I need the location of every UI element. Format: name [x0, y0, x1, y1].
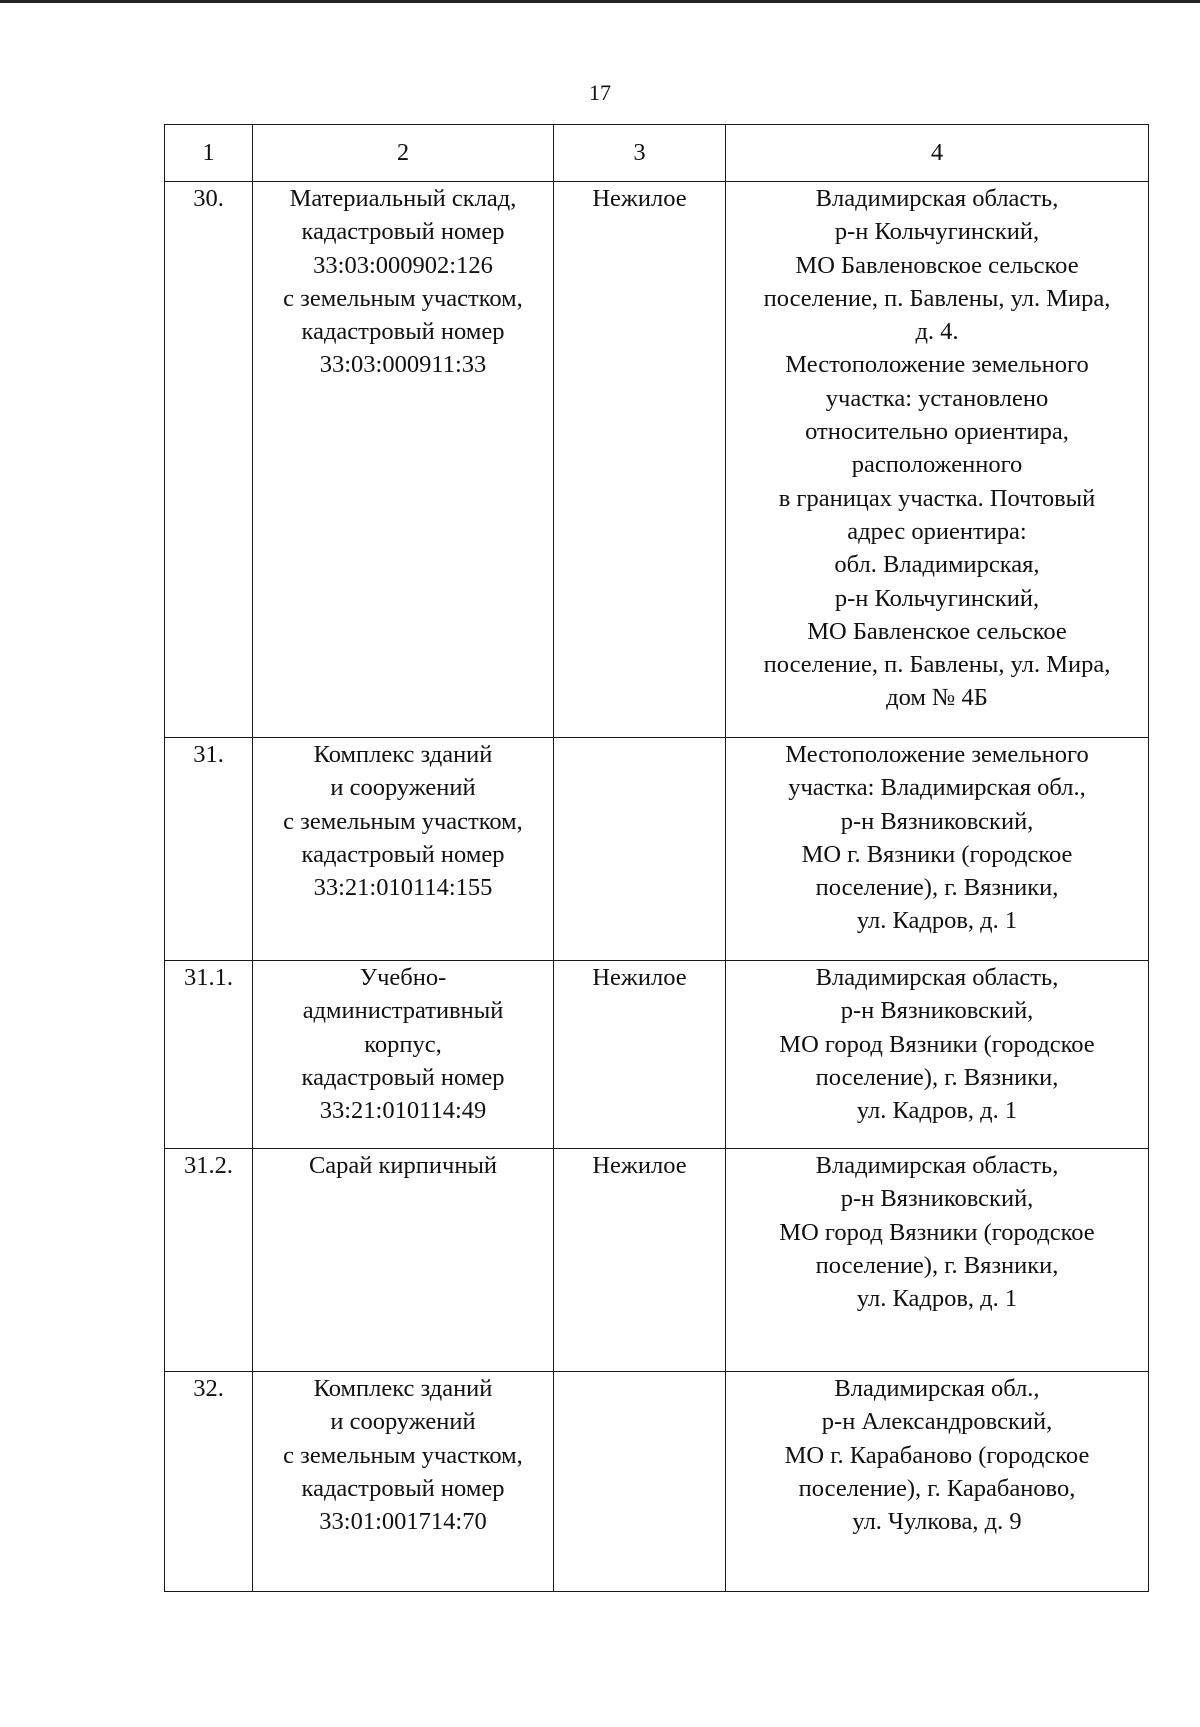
object-line: с земельным участком, — [283, 1441, 523, 1469]
address-cell — [726, 1372, 1149, 1592]
object-line: 33:03:000911:33 — [319, 351, 487, 379]
object-line: 33:01:001714:70 — [319, 1508, 487, 1536]
table-row — [165, 1149, 1149, 1372]
address-line: Местоположение земельного — [785, 741, 1089, 768]
table-row — [165, 961, 1149, 1149]
table-header-row — [165, 125, 1149, 182]
object-name-cell — [253, 961, 554, 1149]
object-line: кадастровый номер — [301, 1474, 505, 1502]
object-name-cell — [253, 1149, 554, 1372]
address-line: участка: установлено — [825, 384, 1049, 412]
address-line: поселение, п. Бавлены, ул. Мира, — [763, 651, 1111, 679]
header-cell-3: 3 — [554, 125, 726, 182]
object-line: 33:03:000902:126 — [313, 251, 493, 279]
object-line: с земельным участком, — [283, 807, 523, 835]
object-line: Учебно- — [359, 964, 447, 991]
object-type-cell: Нежилое — [554, 182, 726, 738]
address-line: ул. Кадров, д. 1 — [856, 1097, 1018, 1125]
address-line: Местоположение земельного — [785, 351, 1089, 379]
address-line: ул. Чулкова, д. 9 — [852, 1508, 1022, 1536]
object-line: кадастровый номер — [301, 218, 505, 246]
address-cell — [726, 1149, 1149, 1372]
object-name-cell — [253, 182, 554, 738]
object-line: Комплекс зданий — [313, 741, 493, 768]
address-cell — [726, 738, 1149, 961]
address-line: р-н Кольчугинский, — [834, 218, 1040, 246]
row-number: 31.2. — [165, 1149, 253, 1372]
header-cell-1: 1 — [165, 125, 253, 182]
object-line: Материальный склад, — [289, 185, 517, 212]
object-line: и сооружений — [330, 1408, 476, 1436]
object-line: 33:21:010114:49 — [319, 1097, 487, 1125]
object-line: и сооружений — [330, 774, 476, 802]
address-line: МО г. Вязники (городское — [801, 840, 1073, 868]
address-line: поселение), г. Карабаново, — [798, 1474, 1076, 1502]
object-line: 33:21:010114:155 — [313, 874, 493, 902]
header-cell-4: 4 — [726, 125, 1149, 182]
object-type-cell: Нежилое — [554, 961, 726, 1149]
object-type-cell: Нежилое — [554, 1149, 726, 1372]
address-line: адрес ориентира: — [847, 517, 1027, 545]
row-number: 30. — [165, 182, 253, 738]
address-line: Владимирская область, — [815, 185, 1059, 212]
row-number: 31. — [165, 738, 253, 961]
address-line: р-н Александровский, — [821, 1408, 1053, 1436]
address-line: поселение), г. Вязники, — [815, 1063, 1059, 1091]
address-line: р-н Вязниковский, — [840, 807, 1034, 835]
address-line: р-н Кольчугинский, — [834, 584, 1040, 612]
row-number: 32. — [165, 1372, 253, 1592]
page-number: 17 — [589, 80, 611, 105]
object-name-cell — [253, 738, 554, 961]
object-type-cell — [554, 738, 726, 961]
object-line: кадастровый номер — [301, 318, 505, 346]
object-type-cell — [554, 1372, 726, 1592]
table-row — [165, 182, 1149, 738]
address-line: Владимирская область, — [815, 1152, 1059, 1179]
address-line: д. 4. — [915, 318, 959, 346]
table-row — [165, 1372, 1149, 1592]
address-line: МО Бавленское сельское — [807, 617, 1067, 645]
address-line: дом № 4Б — [886, 684, 988, 712]
object-line: Комплекс зданий — [313, 1375, 493, 1402]
object-line: с земельным участком, — [283, 284, 523, 312]
address-line: ул. Кадров, д. 1 — [856, 907, 1018, 935]
property-table — [164, 124, 1149, 1592]
object-name-cell — [253, 1372, 554, 1592]
table-row — [165, 738, 1149, 961]
header-cell-2: 2 — [253, 125, 554, 182]
row-number: 31.1. — [165, 961, 253, 1149]
address-line: участка: Владимирская обл., — [788, 774, 1086, 802]
address-line: в границах участка. Почтовый — [778, 484, 1096, 512]
address-line: относительно ориентира, — [805, 418, 1069, 446]
address-line: р-н Вязниковский, — [840, 1185, 1034, 1213]
address-line: поселение), г. Вязники, — [815, 1251, 1059, 1279]
object-line: административный — [302, 997, 504, 1025]
address-line: обл. Владимирская, — [834, 551, 1040, 579]
address-line: поселение, п. Бавлены, ул. Мира, — [763, 284, 1111, 312]
address-cell — [726, 961, 1149, 1149]
object-line: Сарай кирпичный — [308, 1152, 498, 1179]
address-line: МО город Вязники (городское — [779, 1030, 1095, 1058]
address-line: Владимирская обл., — [834, 1375, 1040, 1402]
object-line: корпус, — [364, 1030, 442, 1058]
address-line: Владимирская область, — [815, 964, 1059, 991]
object-line: кадастровый номер — [301, 1063, 505, 1091]
address-line: МО город Вязники (городское — [779, 1218, 1095, 1246]
top-border-line — [0, 0, 1200, 3]
address-line: поселение), г. Вязники, — [815, 874, 1059, 902]
address-line: расположенного — [851, 451, 1023, 479]
address-line: МО г. Карабаново (городское — [784, 1441, 1090, 1469]
object-line: кадастровый номер — [301, 840, 505, 868]
address-cell — [726, 182, 1149, 738]
address-line: МО Бавленовское сельское — [795, 251, 1079, 279]
address-line: р-н Вязниковский, — [840, 997, 1034, 1025]
address-line: ул. Кадров, д. 1 — [856, 1285, 1018, 1313]
